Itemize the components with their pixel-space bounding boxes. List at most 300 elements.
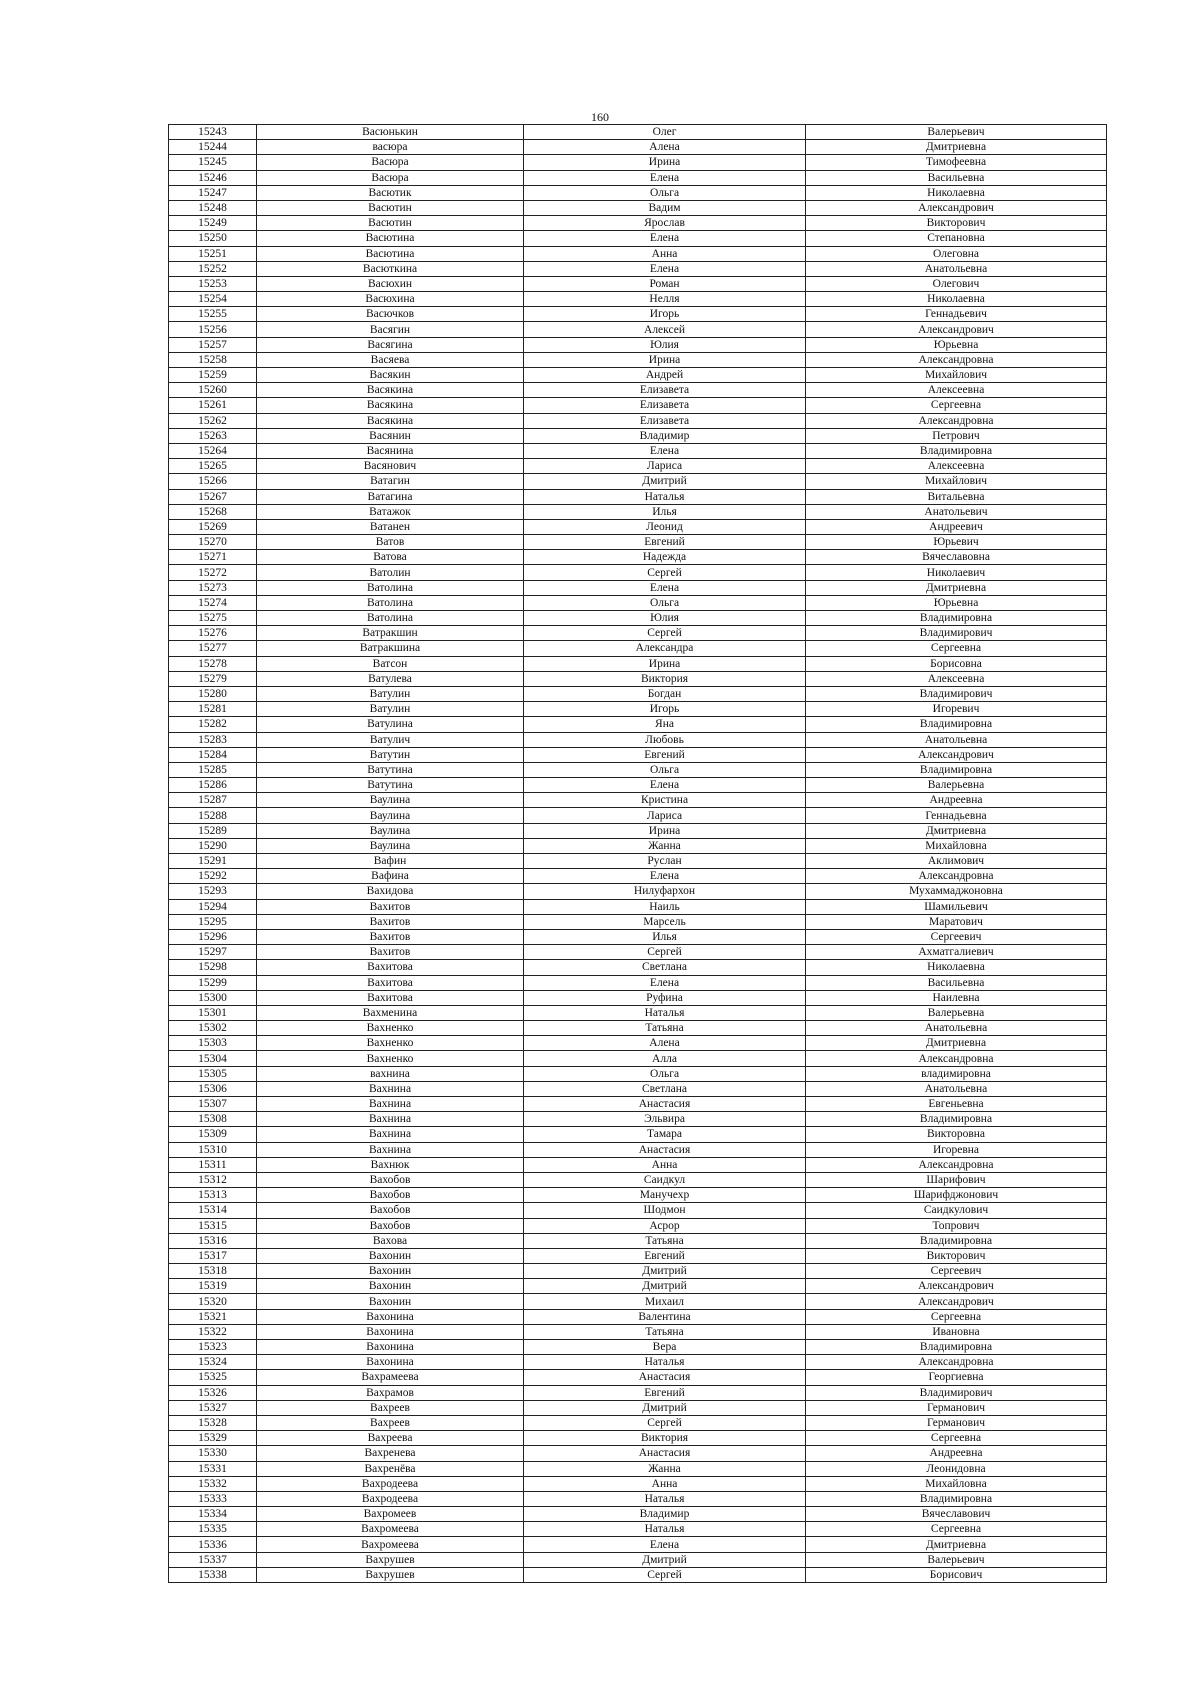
table-row [169,975,1107,990]
row-number-cell: 15326 [169,1385,257,1400]
patronymic-cell: Викторовна [806,1127,1107,1142]
table-row [169,125,1107,140]
row-number-cell: 15317 [169,1248,257,1263]
table-row [169,1066,1107,1081]
row-number-cell: 15298 [169,960,257,975]
patronymic-cell: Юрьевна [806,595,1107,610]
surname-cell: Васянин [257,428,524,443]
given-name-cell: Елена [524,231,806,246]
surname-cell: Вахненко [257,1051,524,1066]
page-number: 160 [591,110,609,124]
table-row [169,1112,1107,1127]
table-row [169,1005,1107,1020]
row-number-cell: 15334 [169,1507,257,1522]
patronymic-cell: Алексеевна [806,459,1107,474]
table-row [169,185,1107,200]
given-name-cell: Надежда [524,550,806,565]
patronymic-cell: Шамильевич [806,899,1107,914]
patronymic-cell: Анатольевич [806,504,1107,519]
surname-cell: Васяева [257,352,524,367]
given-name-cell: Нелля [524,292,806,307]
patronymic-cell: Валерьевна [806,1005,1107,1020]
table-row [169,990,1107,1005]
given-name-cell: Ирина [524,656,806,671]
table-row [169,1461,1107,1476]
table-row [169,443,1107,458]
table-row [169,671,1107,686]
row-number-cell: 15250 [169,231,257,246]
surname-cell: Ватракшин [257,626,524,641]
surname-cell: Васюхин [257,276,524,291]
patronymic-cell: Евгеньевна [806,1097,1107,1112]
patronymic-cell: Саидкулович [806,1203,1107,1218]
given-name-cell: Анастасия [524,1097,806,1112]
row-number-cell: 15288 [169,808,257,823]
row-number-cell: 15332 [169,1476,257,1491]
surname-cell: Васюнькин [257,125,524,140]
given-name-cell: Наталья [524,1355,806,1370]
table-row [169,1218,1107,1233]
table-row [169,747,1107,762]
given-name-cell: Жанна [524,838,806,853]
table-row [169,1370,1107,1385]
patronymic-cell: Александрович [806,200,1107,215]
patronymic-cell: владимировна [806,1066,1107,1081]
given-name-cell: Юлия [524,611,806,626]
table-row [169,216,1107,231]
row-number-cell: 15324 [169,1355,257,1370]
patronymic-cell: Дмитриевна [806,823,1107,838]
surname-cell: Васюра [257,155,524,170]
surname-cell: Васюхина [257,292,524,307]
given-name-cell: Алена [524,1036,806,1051]
given-name-cell: Татьяна [524,1324,806,1339]
patronymic-cell: Анатольевна [806,1021,1107,1036]
patronymic-cell: Шарифович [806,1172,1107,1187]
given-name-cell: Ярослав [524,216,806,231]
surname-cell: Вахродеева [257,1491,524,1506]
given-name-cell: Сергей [524,1415,806,1430]
given-name-cell: Лариса [524,808,806,823]
table-row [169,641,1107,656]
row-number-cell: 15259 [169,368,257,383]
surname-cell: Вафина [257,869,524,884]
row-number-cell: 15269 [169,519,257,534]
given-name-cell: Дмитрий [524,1552,806,1567]
row-number-cell: 15263 [169,428,257,443]
row-number-cell: 15322 [169,1324,257,1339]
given-name-cell: Илья [524,504,806,519]
given-name-cell: Елена [524,1537,806,1552]
row-number-cell: 15271 [169,550,257,565]
patronymic-cell: Вячеславовна [806,550,1107,565]
surname-cell: Ватолина [257,595,524,610]
row-number-cell: 15258 [169,352,257,367]
table-row [169,1127,1107,1142]
row-number-cell: 15313 [169,1188,257,1203]
surname-cell: Вахнина [257,1097,524,1112]
table-row [169,960,1107,975]
patronymic-cell: Сергеевич [806,929,1107,944]
patronymic-cell: Дмитриевна [806,580,1107,595]
table-row [169,869,1107,884]
table-row [169,793,1107,808]
given-name-cell: Елизавета [524,398,806,413]
table-row [169,292,1107,307]
table-row [169,1294,1107,1309]
patronymic-cell: Анатольевна [806,261,1107,276]
given-name-cell: Олег [524,125,806,140]
patronymic-cell: Александрович [806,1279,1107,1294]
table-row [169,535,1107,550]
table-row [169,717,1107,732]
row-number-cell: 15309 [169,1127,257,1142]
given-name-cell: Валентина [524,1309,806,1324]
patronymic-cell: Николаевна [806,292,1107,307]
surname-cell: Вахонин [257,1264,524,1279]
patronymic-cell: Алексеевна [806,671,1107,686]
patronymic-cell: Маратович [806,914,1107,929]
table-row [169,1051,1107,1066]
patronymic-cell: Олегович [806,276,1107,291]
table-row [169,611,1107,626]
surname-cell: Васючков [257,307,524,322]
surname-cell: Ваулина [257,838,524,853]
table-row [169,413,1107,428]
surname-cell: Вахненко [257,1021,524,1036]
table-row [169,1446,1107,1461]
given-name-cell: Виктория [524,1431,806,1446]
table-row [169,656,1107,671]
table-row [169,1385,1107,1400]
given-name-cell: Наиль [524,899,806,914]
patronymic-cell: Анатольевна [806,1081,1107,1096]
given-name-cell: Анна [524,246,806,261]
given-name-cell: Дмитрий [524,1279,806,1294]
patronymic-cell: Германович [806,1415,1107,1430]
row-number-cell: 15327 [169,1400,257,1415]
patronymic-cell: Валерьевна [806,778,1107,793]
patronymic-cell: Викторович [806,1248,1107,1263]
surname-cell: Ватулин [257,686,524,701]
given-name-cell: Нилуфархон [524,884,806,899]
surname-cell: Вахрамов [257,1385,524,1400]
given-name-cell: Анастасия [524,1446,806,1461]
surname-cell: Ватолина [257,580,524,595]
row-number-cell: 15287 [169,793,257,808]
table-row [169,854,1107,869]
row-number-cell: 15261 [169,398,257,413]
patronymic-cell: Александрович [806,322,1107,337]
table-row [169,1021,1107,1036]
surname-cell: Ватракшина [257,641,524,656]
row-number-cell: 15307 [169,1097,257,1112]
table-row [169,1340,1107,1355]
row-number-cell: 15278 [169,656,257,671]
surname-cell: Вахренёва [257,1461,524,1476]
patronymic-cell: Шарифджонович [806,1188,1107,1203]
patronymic-cell: Александровна [806,1355,1107,1370]
row-number-cell: 15290 [169,838,257,853]
row-number-cell: 15264 [169,443,257,458]
given-name-cell: Роман [524,276,806,291]
given-name-cell: Любовь [524,732,806,747]
table-row [169,1172,1107,1187]
given-name-cell: Анастасия [524,1370,806,1385]
surname-cell: Ватсон [257,656,524,671]
given-name-cell: Сергей [524,1567,806,1582]
table-row [169,200,1107,215]
table-row [169,170,1107,185]
table-row [169,1309,1107,1324]
given-name-cell: Михаил [524,1294,806,1309]
table-row [169,519,1107,534]
patronymic-cell: Сергеевна [806,1309,1107,1324]
table-row [169,702,1107,717]
table-row [169,155,1107,170]
table-row [169,1279,1107,1294]
surname-cell: Вахитов [257,945,524,960]
patronymic-cell: Сергеевна [806,1431,1107,1446]
surname-cell: Вахнина [257,1112,524,1127]
row-number-cell: 15256 [169,322,257,337]
patronymic-cell: Викторович [806,216,1107,231]
given-name-cell: Жанна [524,1461,806,1476]
row-number-cell: 15268 [169,504,257,519]
patronymic-cell: Леонидовна [806,1461,1107,1476]
surname-cell: Васякина [257,398,524,413]
surname-cell: Васякина [257,413,524,428]
table-row [169,929,1107,944]
patronymic-cell: Андреевна [806,793,1107,808]
patronymic-cell: Андреевич [806,519,1107,534]
patronymic-cell: Александровна [806,352,1107,367]
given-name-cell: Виктория [524,671,806,686]
row-number-cell: 15328 [169,1415,257,1430]
table-row [169,276,1107,291]
given-name-cell: Владимир [524,1507,806,1522]
surname-cell: Вахромеев [257,1507,524,1522]
row-number-cell: 15305 [169,1066,257,1081]
row-number-cell: 15285 [169,762,257,777]
patronymic-cell: Сергеевна [806,1522,1107,1537]
surname-cell: Вахменина [257,1005,524,1020]
given-name-cell: Наталья [524,1522,806,1537]
surname-cell: Ватутина [257,762,524,777]
surname-cell: Ватулич [257,732,524,747]
row-number-cell: 15267 [169,489,257,504]
table-row [169,504,1107,519]
surname-cell: Вахреев [257,1400,524,1415]
table-row [169,398,1107,413]
given-name-cell: Яна [524,717,806,732]
given-name-cell: Саидкул [524,1172,806,1187]
patronymic-cell: Владимировна [806,717,1107,732]
row-number-cell: 15301 [169,1005,257,1020]
patronymic-cell: Дмитриевна [806,1537,1107,1552]
table-row [169,1081,1107,1096]
surname-cell: Вахитов [257,899,524,914]
surname-cell: Ватова [257,550,524,565]
surname-cell: Васягин [257,322,524,337]
patronymic-cell: Сергеевна [806,398,1107,413]
patronymic-cell: Николаевна [806,960,1107,975]
given-name-cell: Кристина [524,793,806,808]
surname-cell: Вахобов [257,1218,524,1233]
surname-cell: Вахобов [257,1188,524,1203]
given-name-cell: Алла [524,1051,806,1066]
surname-cell: Вахрушев [257,1567,524,1582]
row-number-cell: 15292 [169,869,257,884]
row-number-cell: 15330 [169,1446,257,1461]
given-name-cell: Елена [524,261,806,276]
surname-cell: Вахнина [257,1127,524,1142]
given-name-cell: Наталья [524,489,806,504]
row-number-cell: 15275 [169,611,257,626]
patronymic-cell: Владимировна [806,1233,1107,1248]
surname-cell: Ватолин [257,565,524,580]
surname-cell: Васянина [257,443,524,458]
row-number-cell: 15300 [169,990,257,1005]
surname-cell: Вахобов [257,1203,524,1218]
given-name-cell: Асрор [524,1218,806,1233]
patronymic-cell: Владимировна [806,1491,1107,1506]
patronymic-cell: Александровна [806,1157,1107,1172]
row-number-cell: 15337 [169,1552,257,1567]
table-row [169,1248,1107,1263]
table-row [169,838,1107,853]
given-name-cell: Дмитрий [524,474,806,489]
patronymic-cell: Васильевна [806,975,1107,990]
patronymic-cell: Борисович [806,1567,1107,1582]
surname-cell: Вахобов [257,1172,524,1187]
row-number-cell: 15254 [169,292,257,307]
row-number-cell: 15333 [169,1491,257,1506]
surname-cell: Ватагин [257,474,524,489]
table-row [169,914,1107,929]
row-number-cell: 15276 [169,626,257,641]
surname-cell: Вахитов [257,929,524,944]
patronymic-cell: Александрович [806,1294,1107,1309]
surname-cell: Ватутин [257,747,524,762]
given-name-cell: Елизавета [524,383,806,398]
surname-cell: Вахнина [257,1142,524,1157]
table-row [169,246,1107,261]
surname-cell: Ватулева [257,671,524,686]
table-row [169,1157,1107,1172]
patronymic-cell: Мухаммаджоновна [806,884,1107,899]
roster-table [168,124,1107,1583]
surname-cell: Вахромеева [257,1537,524,1552]
table-row [169,307,1107,322]
row-number-cell: 15338 [169,1567,257,1582]
given-name-cell: Эльвира [524,1112,806,1127]
given-name-cell: Ольга [524,762,806,777]
table-row [169,474,1107,489]
given-name-cell: Дмитрий [524,1400,806,1415]
patronymic-cell: Михайловна [806,838,1107,853]
patronymic-cell: Владимирович [806,686,1107,701]
surname-cell: Вахонин [257,1279,524,1294]
row-number-cell: 15251 [169,246,257,261]
patronymic-cell: Александровна [806,413,1107,428]
table-row [169,383,1107,398]
surname-cell: Вахонина [257,1340,524,1355]
surname-cell: Вахитова [257,975,524,990]
row-number-cell: 15281 [169,702,257,717]
surname-cell: Вахитов [257,914,524,929]
patronymic-cell: Михайлович [806,474,1107,489]
given-name-cell: Вера [524,1340,806,1355]
table-row [169,489,1107,504]
given-name-cell: Елена [524,975,806,990]
surname-cell: Васякин [257,368,524,383]
patronymic-cell: Дмитриевна [806,1036,1107,1051]
given-name-cell: Марсель [524,914,806,929]
row-number-cell: 15270 [169,535,257,550]
row-number-cell: 15311 [169,1157,257,1172]
patronymic-cell: Ивановна [806,1324,1107,1339]
row-number-cell: 15249 [169,216,257,231]
given-name-cell: Юлия [524,337,806,352]
given-name-cell: Анна [524,1157,806,1172]
table-row [169,595,1107,610]
given-name-cell: Елена [524,778,806,793]
table-row [169,261,1107,276]
given-name-cell: Анастасия [524,1142,806,1157]
row-number-cell: 15282 [169,717,257,732]
row-number-cell: 15308 [169,1112,257,1127]
surname-cell: Васютин [257,200,524,215]
surname-cell: Вафин [257,854,524,869]
table-row [169,140,1107,155]
patronymic-cell: Владимировна [806,1340,1107,1355]
surname-cell: Вахродеева [257,1476,524,1491]
row-number-cell: 15284 [169,747,257,762]
table-row [169,762,1107,777]
patronymic-cell: Алексеевна [806,383,1107,398]
surname-cell: Васютин [257,216,524,231]
given-name-cell: Тамара [524,1127,806,1142]
table-row [169,899,1107,914]
row-number-cell: 15244 [169,140,257,155]
surname-cell: Вахидова [257,884,524,899]
table-row [169,1142,1107,1157]
row-number-cell: 15294 [169,899,257,914]
table-row [169,459,1107,474]
table-row [169,550,1107,565]
patronymic-cell: Александрович [806,747,1107,762]
row-number-cell: 15303 [169,1036,257,1051]
table-row [169,1415,1107,1430]
patronymic-cell: Игоревич [806,702,1107,717]
patronymic-cell: Владимировна [806,762,1107,777]
surname-cell: Васютик [257,185,524,200]
surname-cell: Васянович [257,459,524,474]
patronymic-cell: Вячеславович [806,1507,1107,1522]
patronymic-cell: Геннадьевич [806,307,1107,322]
row-number-cell: 15252 [169,261,257,276]
given-name-cell: Сергей [524,565,806,580]
table-row [169,1522,1107,1537]
table-row [169,1203,1107,1218]
given-name-cell: Ирина [524,823,806,838]
given-name-cell: Вадим [524,200,806,215]
table-row [169,368,1107,383]
row-number-cell: 15297 [169,945,257,960]
table-row [169,1355,1107,1370]
surname-cell: Ватулин [257,702,524,717]
